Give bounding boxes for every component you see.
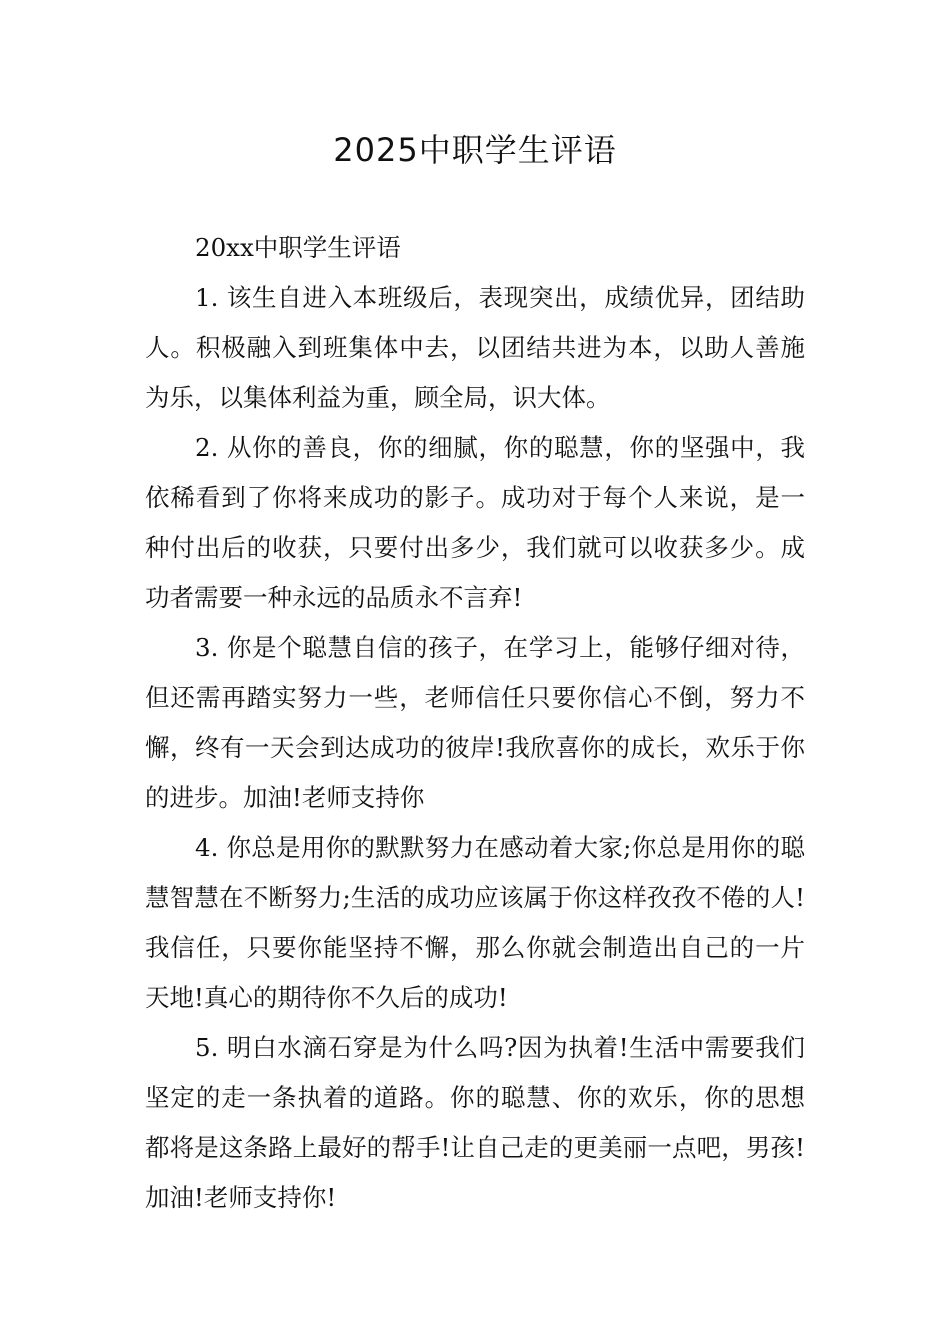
comment-paragraph-5: 5. 明白水滴石穿是为什么吗?因为执着!生活中需要我们坚定的走一条执着的道路。你的聪慧、你的欢乐，你的思想都将是这条路上最好的帮手!让自己走的更美丽一点吧，男孩!加油!老师支持你! [145, 1033, 805, 1212]
comment-paragraph-1: 1. 该生自进入本班级后，表现突出，成绩优异，团结助人。积极融入到班集体中去，以团结共进为本，以助人善施为乐，以集体利益为重，顾全局，识大体。 [145, 283, 805, 412]
document-body [145, 223, 805, 1223]
document-subtitle: 20xx中职学生评语 [195, 233, 401, 262]
document-title: 2025中职学生评语 [333, 131, 617, 169]
comment-paragraph-4: 4. 你总是用你的默默努力在感动着大家;你总是用你的聪慧智慧在不断努力;生活的成功应该属于你这样孜孜不倦的人!我信任，只要你能坚持不懈，那么你就会制造出自己的一片天地!真心的期待你不久后的成功! [145, 833, 805, 1012]
comment-paragraph-3: 3. 你是个聪慧自信的孩子，在学习上，能够仔细对待，但还需再踏实努力一些，老师信任只要你信心不倒，努力不懈，终有一天会到达成功的彼岸!我欣喜你的成长，欢乐于你的进步。加油!老师支持你 [145, 633, 805, 812]
comment-paragraph-2: 2. 从你的善良，你的细腻，你的聪慧，你的坚强中，我依稀看到了你将来成功的影子。成功对于每个人来说，是一种付出后的收获，只要付出多少，我们就可以收获多少。成功者需要一种永远的品质永不言弃! [145, 433, 805, 612]
